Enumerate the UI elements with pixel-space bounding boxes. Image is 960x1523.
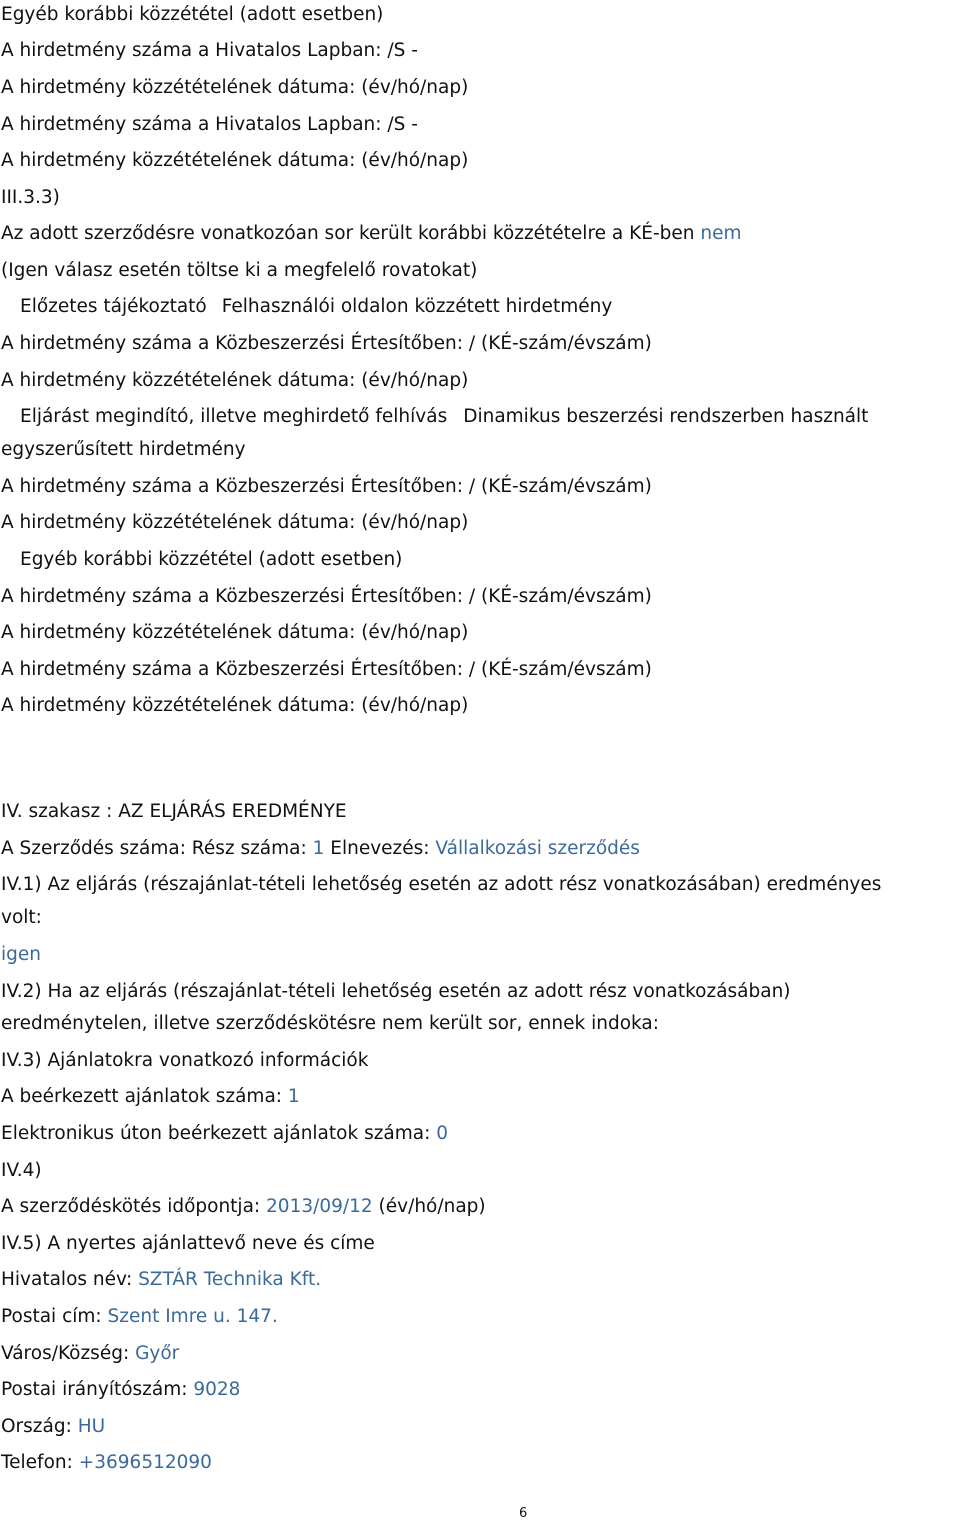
pa-notice-number-label: A hirdetmény száma a Közbeszerzési Értesítőben: / (KÉ-szám/évszám) <box>1 333 652 354</box>
prior-publication-value: nem <box>700 223 742 244</box>
phone-line <box>1 1451 212 1475</box>
postal-address-label: Postai cím: <box>1 1306 108 1327</box>
official-name-value: SZTÁR Technika Kft. <box>138 1269 322 1290</box>
country-label: Ország: <box>1 1416 78 1437</box>
contract-name-label: Elnevezés: <box>324 838 436 859</box>
previous-notice-type <box>20 295 612 319</box>
contract-number-label: A Szerződés száma: Rész száma: <box>1 838 313 859</box>
postal-address-value: Szent Imre u. 147. <box>107 1306 278 1327</box>
section-iii-3-3-heading: III.3.3) <box>1 187 60 208</box>
city-line <box>1 1342 179 1366</box>
contract-number-line <box>1 837 640 861</box>
pa-notice-date-label: A hirdetmény közzétételének dátuma: (év/hó/nap) <box>1 370 469 391</box>
iv4-heading: IV.4) <box>1 1160 42 1181</box>
pa-notice-date-label: A hirdetmény közzétételének dátuma: (év/hó/nap) <box>1 622 469 643</box>
other-publication-heading: Egyéb korábbi közzététel (adott esetben) <box>1 4 384 25</box>
prior-information-label: Előzetes tájékoztató <box>20 296 207 317</box>
postal-code-value: 9028 <box>193 1379 241 1400</box>
country-line <box>1 1415 105 1439</box>
electronic-offers-label: Elektronikus úton beérkezett ajánlatok száma: <box>1 1123 437 1144</box>
pa-notice-number-label: A hirdetmény száma a Közbeszerzési Értesítőben: / (KÉ-szám/évszám) <box>1 476 652 497</box>
dps-notice-label-continued: egyszerűsített hirdetmény <box>1 439 246 460</box>
oj-notice-number-label: A hirdetmény száma a Hivatalos Lapban: /S - <box>1 40 418 61</box>
postal-code-label: Postai irányítószám: <box>1 1379 194 1400</box>
electronic-offers-value: 0 <box>436 1123 449 1144</box>
electronic-offers-line <box>1 1122 448 1146</box>
iv1-answer-value: igen <box>1 944 41 965</box>
iv1-question: IV.1) Az eljárás (részajánlat-tételi lehetőség esetén az adott rész vonatkozásában) eredményes <box>1 874 882 895</box>
pa-notice-date-label: A hirdetmény közzétételének dátuma: (év/hó/nap) <box>1 512 469 533</box>
section-iv-heading: IV. szakasz : AZ ELJÁRÁS EREDMÉNYE <box>1 801 347 822</box>
iv2-question-continued: eredménytelen, illetve szerződéskötésre nem került sor, ennek indoka: <box>1 1013 659 1034</box>
other-publication-heading: Egyéb korábbi közzététel (adott esetben) <box>20 549 403 570</box>
country-value: HU <box>77 1416 106 1437</box>
iv3-heading: IV.3) Ajánlatokra vonatkozó információk <box>1 1050 369 1071</box>
phone-label: Telefon: <box>1 1452 79 1473</box>
contract-date-format: (év/hó/nap) <box>372 1196 486 1217</box>
pa-notice-number-label: A hirdetmény száma a Közbeszerzési Értesítőben: / (KÉ-szám/évszám) <box>1 659 652 680</box>
pa-notice-date-label: A hirdetmény közzétételének dátuma: (év/hó/nap) <box>1 695 469 716</box>
instruction-text: (Igen válasz esetén töltse ki a megfelelő rovatokat) <box>1 260 478 281</box>
dps-notice-label: Dinamikus beszerzési rendszerben használt <box>463 406 869 427</box>
contract-date-value: 2013/09/12 <box>266 1196 373 1217</box>
official-name-label: Hivatalos név: <box>1 1269 139 1290</box>
prior-publication-question <box>1 222 742 246</box>
offers-received-line <box>1 1085 300 1109</box>
offers-received-value: 1 <box>287 1086 300 1107</box>
contract-notice-label: Eljárást megindító, illetve meghirdető felhívás <box>20 406 448 427</box>
procedure-notice-type <box>20 405 868 429</box>
iv1-question-continued: volt: <box>1 907 42 928</box>
oj-notice-date-label: A hirdetmény közzétételének dátuma: (év/hó/nap) <box>1 77 469 98</box>
official-name-line <box>1 1268 321 1292</box>
oj-notice-date-label: A hirdetmény közzétételének dátuma: (év/hó/nap) <box>1 150 469 171</box>
offers-received-label: A beérkezett ajánlatok száma: <box>1 1086 288 1107</box>
contract-date-label: A szerződéskötés időpontja: <box>1 1196 267 1217</box>
page-number: 6 <box>519 1506 528 1521</box>
phone-value: +3696512090 <box>78 1452 212 1473</box>
contract-name-value: Vállalkozási szerződés <box>435 838 640 859</box>
oj-notice-number-label: A hirdetmény száma a Hivatalos Lapban: /S - <box>1 114 418 135</box>
iv2-question: IV.2) Ha az eljárás (részajánlat-tételi lehetőség esetén az adott rész vonatkozásában) <box>1 981 791 1002</box>
postal-code-line <box>1 1378 240 1402</box>
city-label: Város/Község: <box>1 1343 136 1364</box>
iv5-heading: IV.5) A nyertes ajánlattevő neve és címe <box>1 1233 375 1254</box>
postal-address-line <box>1 1305 278 1329</box>
part-number-value: 1 <box>312 838 325 859</box>
prior-publication-label: Az adott szerződésre vonatkozóan sor került korábbi közzétételre a KÉ-ben <box>1 223 701 244</box>
contract-date-line <box>1 1195 486 1219</box>
pa-notice-number-label: A hirdetmény száma a Közbeszerzési Értesítőben: / (KÉ-szám/évszám) <box>1 586 652 607</box>
city-value: Győr <box>135 1343 180 1364</box>
buyer-profile-notice-label: Felhasználói oldalon közzétett hirdetmény <box>221 296 613 317</box>
